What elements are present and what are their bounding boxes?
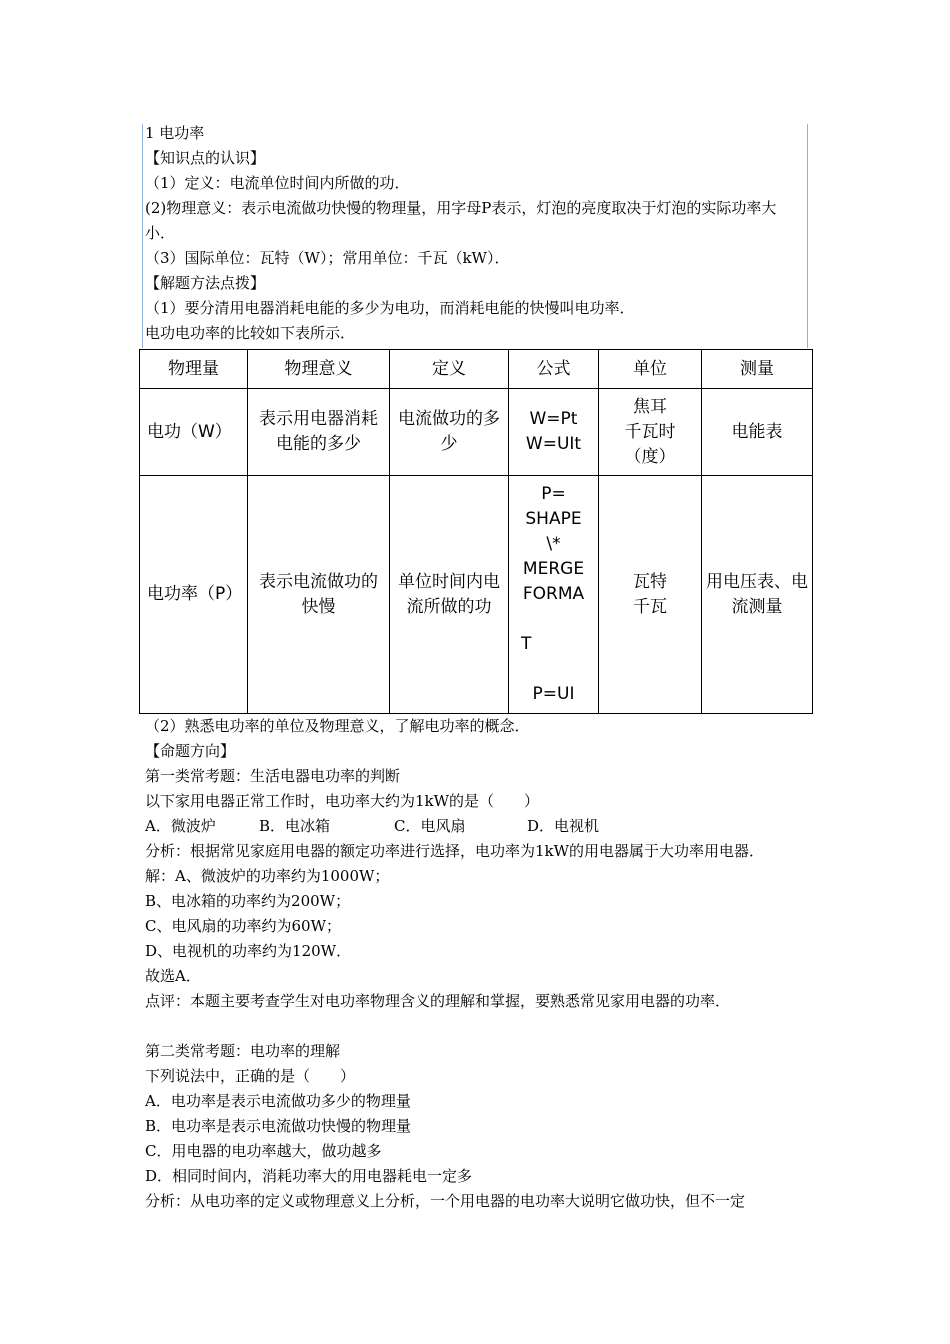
table-header-row (140, 350, 813, 389)
header-cell: 单位 (599, 350, 702, 389)
table-cell: 电流做功的多少 (390, 389, 509, 476)
method-point: （1）要分清用电器消耗电能的多少为电功，而消耗电能的快慢叫电功率． (145, 299, 635, 317)
type1-title: 第一类常考题：生活电器电功率的判断 (145, 767, 401, 785)
text-line: （2）熟悉电功率的单位及物理意义，了解电功率的概念． (145, 717, 530, 735)
table-cell: W=Pt W=UIt (509, 389, 599, 476)
formula-spacer (513, 607, 594, 632)
analysis-1: 分析：根据常见家庭用电器的额定功率进行选择，电功率为1kW的用电器属于大功率用电器． (145, 842, 765, 860)
section-heading: 1 电功率 (145, 124, 205, 142)
table-cell: 表示用电器消耗电能的多少 (248, 389, 390, 476)
table-cell: 单位时间内电流所做的功 (390, 476, 509, 714)
comment-1: 点评：本题主要考查学生对电功率物理含义的理解和掌握，要熟悉常见家用电器的功率． (145, 992, 731, 1010)
question-1: 以下家用电器正常工作时，电功率大约为1kW的是（ ） (145, 792, 540, 810)
option-d: D．电视机 (527, 817, 600, 835)
table-cell: 用电压表、电流测量 (702, 476, 813, 714)
header-cell: 物理意义 (248, 350, 390, 389)
formula-field-text: T (521, 634, 532, 654)
header-cell: 公式 (509, 350, 599, 389)
knowledge-title: 【知识点的认识】 (145, 149, 266, 167)
option-c: C．用电器的电功率越大，做功越多 (145, 1142, 382, 1160)
table-cell: 电能表 (702, 389, 813, 476)
solution-line: 解：A、微波炉的功率约为1000W； (145, 867, 390, 885)
option-b: B．电冰箱 (259, 817, 331, 835)
table-cell: 瓦特 千瓦 (599, 476, 702, 714)
method-title: 【解题方法点拨】 (145, 274, 266, 292)
question-2: 下列说法中，正确的是（ ） (145, 1067, 356, 1085)
analysis-2: 分析：从电功率的定义或物理意义上分析，一个用电器的电功率大说明它做功快，但不一定 (145, 1192, 746, 1210)
meaning-point: (2)物理意义：表示电流做功快慢的物理量，用字母P表示，灯泡的亮度取决于灯泡的实际功率大小． (145, 199, 777, 242)
table-cell: 电功（W） (140, 389, 248, 476)
unit-point: （3）国际单位：瓦特（W）；常用单位：千瓦（kW）． (145, 249, 510, 267)
header-cell: 定义 (390, 350, 509, 389)
header-cell: 测量 (702, 350, 813, 389)
table-row (140, 389, 813, 476)
table-cell: 表示电流做功的快慢 (248, 476, 390, 714)
direction-title: 【命题方向】 (145, 742, 236, 760)
formula-spacer (513, 657, 594, 682)
table-row (140, 476, 813, 714)
solution-line: B、电冰箱的功率约为200W； (145, 892, 351, 910)
option-a: A．电功率是表示电流做功多少的物理量 (145, 1092, 411, 1110)
definition-point: （1）定义：电流单位时间内所做的功． (145, 174, 410, 192)
option-c: C．电风扇 (394, 817, 466, 835)
solution-line: D、电视机的功率约为120W． (145, 942, 352, 960)
option-b: B．电功率是表示电流做功快慢的物理量 (145, 1117, 412, 1135)
table-cell: 焦耳 千瓦时 （度） (599, 389, 702, 476)
solution-line: C、电风扇的功率约为60W； (145, 917, 341, 935)
formula-field-text: P= SHAPE \* MERGE FORMA (522, 484, 585, 604)
formula-text: P=UI (532, 684, 575, 704)
option-a: A．微波炉 (145, 817, 216, 835)
formula-cell (509, 476, 599, 714)
table-cell: 电功率（P） (140, 476, 248, 714)
header-cell: 物理量 (140, 350, 248, 389)
type2-title: 第二类常考题：电功率的理解 (145, 1042, 341, 1060)
option-d: D．相同时间内，消耗功率大的用电器耗电一定多 (145, 1167, 473, 1185)
answer-1: 故选A． (145, 967, 201, 985)
comparison-table (139, 349, 813, 714)
table-intro: 电功电功率的比较如下表所示． (145, 324, 356, 342)
